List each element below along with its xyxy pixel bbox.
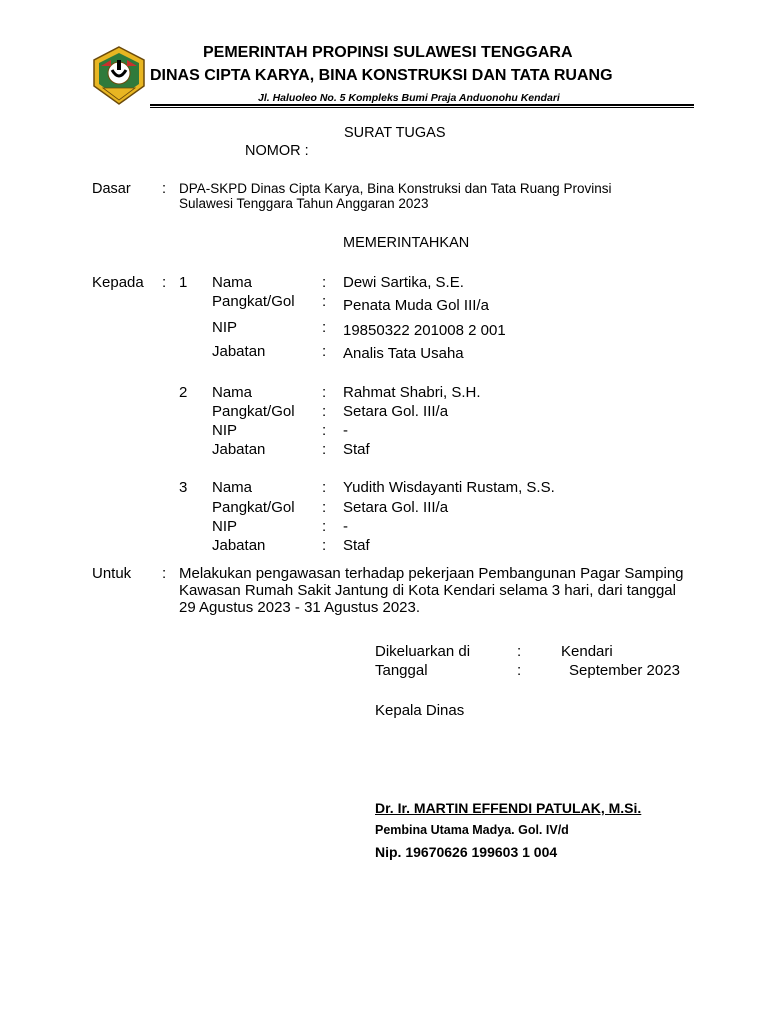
untuk-colon: : xyxy=(162,565,167,582)
letter-number: NOMOR : xyxy=(245,143,309,159)
issued-colon: : xyxy=(517,643,522,660)
issued-date-value: September 2023 xyxy=(569,662,680,679)
dasar-text-line-1: DPA-SKPD Dinas Cipta Karya, Bina Konstruksi dan Tata Ruang Provinsi xyxy=(179,181,612,196)
signatory-rank: Pembina Utama Madya. Gol. IV/d xyxy=(375,823,569,837)
nip-value: 19850322 201008 2 001 xyxy=(343,322,506,339)
jabatan-value: Staf xyxy=(343,537,370,554)
person-number: 1 xyxy=(179,274,188,291)
field-colon: : xyxy=(322,518,327,535)
field-colon: : xyxy=(322,384,327,401)
nama-value: Rahmat Shabri, S.H. xyxy=(343,384,481,401)
pangkat-value: Setara Gol. III/a xyxy=(343,499,449,516)
field-colon: : xyxy=(322,274,327,291)
signatory-title: Kepala Dinas xyxy=(375,702,465,719)
field-colon: : xyxy=(322,537,327,554)
untuk-text-line-1: Melakukan pengawasan terhadap pekerjaan Pembangunan Pagar Samping xyxy=(179,565,684,582)
person-number: 3 xyxy=(179,479,188,496)
jabatan-value: Analis Tata Usaha xyxy=(343,345,464,362)
jabatan-label: Jabatan xyxy=(212,343,266,360)
issued-date-label: Tanggal xyxy=(375,662,428,679)
nip-label: NIP xyxy=(212,319,238,336)
field-colon: : xyxy=(322,343,327,360)
untuk-label: Untuk xyxy=(92,565,132,582)
nama-label: Nama xyxy=(212,384,253,401)
dasar-text-line-2: Sulawesi Tenggara Tahun Anggaran 2023 xyxy=(179,196,429,211)
field-colon: : xyxy=(322,293,327,310)
dasar-label: Dasar xyxy=(92,181,131,197)
signatory-nip: Nip. 19670626 199603 1 004 xyxy=(375,844,558,860)
nip-label: NIP xyxy=(212,518,238,535)
pangkat-label: Pangkat/Gol xyxy=(212,499,295,516)
nama-value: Yudith Wisdayanti Rustam, S.S. xyxy=(343,479,555,496)
field-colon: : xyxy=(322,403,327,420)
memerintahkan-heading: MEMERINTAHKAN xyxy=(343,235,470,251)
header-rule-thick xyxy=(150,104,694,106)
pangkat-label: Pangkat/Gol xyxy=(212,293,295,310)
jabatan-value: Staf xyxy=(343,441,370,458)
field-colon: : xyxy=(322,319,327,336)
nip-value: - xyxy=(343,422,348,439)
jabatan-label: Jabatan xyxy=(212,441,266,458)
untuk-text-line-2: Kawasan Rumah Sakit Jantung di Kota Kendari selama 3 hari, dari tanggal xyxy=(179,582,676,599)
signatory-name: Dr. Ir. MARTIN EFFENDI PATULAK, M.Si. xyxy=(375,800,642,816)
field-colon: : xyxy=(322,441,327,458)
kepada-colon: : xyxy=(162,274,167,291)
nama-label: Nama xyxy=(212,274,253,291)
field-colon: : xyxy=(322,499,327,516)
person-number: 2 xyxy=(179,384,188,401)
pangkat-label: Pangkat/Gol xyxy=(212,403,295,420)
pangkat-value: Setara Gol. III/a xyxy=(343,403,449,420)
nama-value: Dewi Sartika, S.E. xyxy=(343,274,464,291)
header-line-2: DINAS CIPTA KARYA, BINA KONSTRUKSI DAN TATA RUANG xyxy=(150,67,613,84)
dasar-colon: : xyxy=(162,181,167,197)
header-rule-thin xyxy=(150,107,694,108)
field-colon: : xyxy=(322,479,327,496)
nip-value: - xyxy=(343,518,348,535)
untuk-text-line-3: 29 Agustus 2023 - 31 Agustus 2023. xyxy=(179,599,421,616)
kepada-label: Kepada xyxy=(92,274,144,291)
nama-label: Nama xyxy=(212,479,253,496)
letter-title: SURAT TUGAS xyxy=(344,125,446,141)
header-line-1: PEMERINTAH PROPINSI SULAWESI TENGGARA xyxy=(203,44,573,61)
jabatan-label: Jabatan xyxy=(212,537,266,554)
issued-place-label: Dikeluarkan di xyxy=(375,643,471,660)
issued-colon: : xyxy=(517,662,522,679)
field-colon: : xyxy=(322,422,327,439)
header-address: Jl. Haluoleo No. 5 Kompleks Bumi Praja Anduonohu Kendari xyxy=(258,92,560,104)
nip-label: NIP xyxy=(212,422,238,439)
provincial-emblem-icon xyxy=(92,46,146,106)
issued-place-value: Kendari xyxy=(561,643,613,660)
pangkat-value: Penata Muda Gol III/a xyxy=(343,297,489,314)
